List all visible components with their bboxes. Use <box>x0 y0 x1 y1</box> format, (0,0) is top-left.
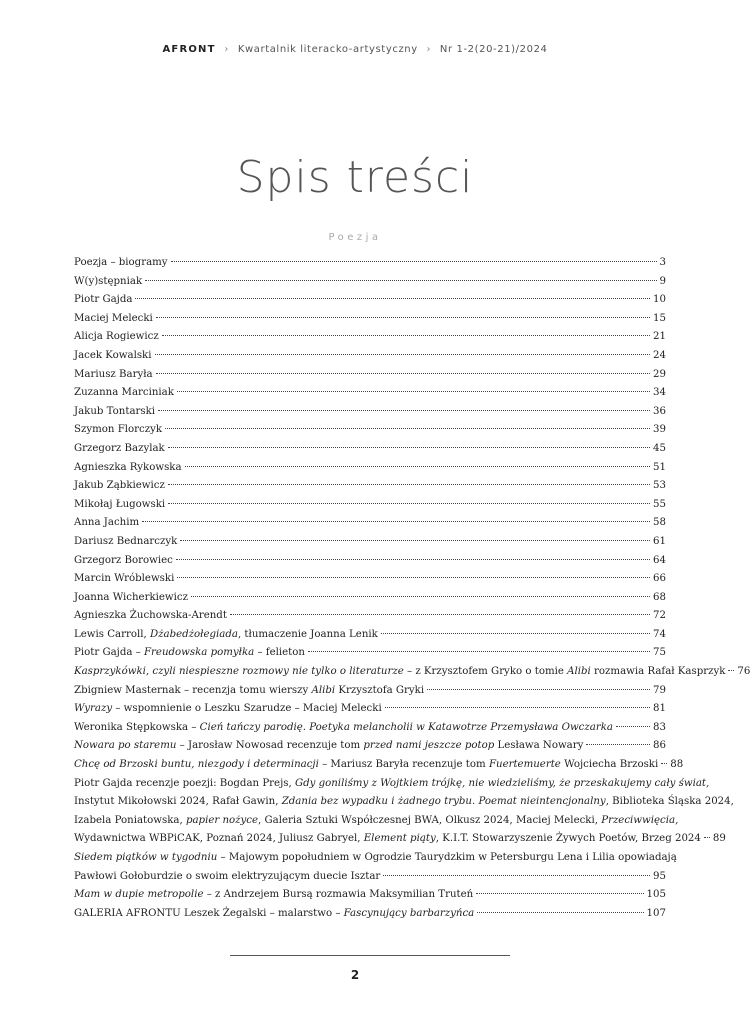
toc-entry-line <box>74 533 666 552</box>
dot-leader <box>158 410 650 411</box>
toc-entry[interactable] <box>74 756 684 775</box>
toc-entry-text-segment: – Majowym popołudniem w Ogrodzie Taurydzkim w Petersburgu Lena i Lilia opowiadają <box>217 852 677 863</box>
toc-page-number: 15 <box>653 312 666 324</box>
toc-entry-text-segment: , Biblioteka Śląska 2024, <box>605 796 734 808</box>
toc-entry-line <box>74 589 666 608</box>
toc-entry-line <box>74 403 666 422</box>
toc-entry-text-segment: Cień tańczy parodię. Poetyka melancholii w Katawotrze Przemysława Owczarka <box>199 721 613 733</box>
toc-entry-text-segment: papier nożyce <box>185 814 259 826</box>
toc-entry-title <box>74 552 173 571</box>
toc-page-number: 51 <box>653 461 666 473</box>
toc-entry-line <box>74 347 666 366</box>
toc-entry-text-segment: Mam w dupie metropolie <box>74 889 204 901</box>
toc-entry-line <box>74 868 666 887</box>
toc-entry-text-segment: Lesława Nowary <box>494 740 584 752</box>
running-header <box>0 44 710 55</box>
dot-leader <box>142 521 650 522</box>
toc-page-number: 76 <box>737 666 750 678</box>
toc-entry-title <box>74 589 188 608</box>
toc-entry-text-segment: Freudowska pomyłka <box>143 647 255 659</box>
toc-entry-title <box>74 737 583 756</box>
toc-entry[interactable] <box>74 459 666 478</box>
toc-entry-text-segment: Nowara po staremu <box>74 740 177 752</box>
toc-page-number: 53 <box>653 480 666 492</box>
table-of-contents <box>74 254 750 923</box>
toc-entry-title <box>74 347 152 366</box>
toc-entry-text-segment: , tłumaczenie Joanna Lenik <box>237 628 378 640</box>
toc-entry-title <box>74 291 132 310</box>
toc-entry-line <box>74 644 666 663</box>
magazine-subtitle: Kwartalnik literacko-artystyczny <box>237 44 418 55</box>
toc-entry-text-segment: – Jarosław Nowosad recenzuje tom <box>176 740 364 752</box>
dot-leader <box>381 633 650 634</box>
dot-leader <box>185 466 650 467</box>
toc-page-number: 24 <box>653 349 666 361</box>
toc-entry[interactable] <box>74 421 666 440</box>
toc-entry-text-segment: GALERIA AFRONTU Leszek Żegalski – malarstwo – <box>74 907 344 919</box>
dot-leader <box>704 837 710 838</box>
toc-entry-line <box>74 737 666 756</box>
toc-entry-title <box>74 421 162 440</box>
toc-entry[interactable] <box>74 849 677 886</box>
toc-entry-text-segment: – z Krzysztofem Gryko o tomie <box>403 666 568 678</box>
toc-entry-text-segment: Przeciwwięcia, <box>601 814 679 826</box>
toc-entry-title <box>74 682 424 701</box>
toc-entry-text-segment: Zbigniew Masternak – recenzja tomu wierszy <box>74 684 312 696</box>
toc-entry-text-segment: Zdania bez wypadku i żadnego trybu. Poemat nieintencjonalny <box>281 796 606 808</box>
toc-entry-text-segment: Alibi <box>311 684 336 696</box>
header-separator-2: › <box>426 44 432 55</box>
dot-leader <box>156 373 650 374</box>
toc-entry-continuation-line <box>74 849 677 868</box>
toc-page-number: 34 <box>653 387 666 399</box>
toc-entry-title <box>74 886 473 905</box>
toc-page-number: 79 <box>653 684 666 696</box>
toc-page-number: 45 <box>653 442 666 454</box>
toc-entry[interactable] <box>74 905 666 924</box>
toc-entry-title <box>74 273 142 292</box>
toc-entry-continuation-line <box>74 793 734 812</box>
toc-entry-text-segment: , Galeria Sztuki Współczesnej BWA, Olkusz 2024, Maciej Melecki, <box>258 814 602 826</box>
toc-entry-text-segment: przed nami jeszcze potop <box>363 740 495 752</box>
toc-entry-text-segment: Zuzanna Marciniak <box>74 387 174 399</box>
issue-number: Nr 1-2(20-21)/2024 <box>439 44 548 55</box>
toc-entry-text-segment: Wojciecha Brzoski <box>560 759 659 771</box>
toc-entry[interactable] <box>74 607 666 626</box>
toc-entry-text-segment: Lewis Carroll, <box>74 628 150 640</box>
toc-entry[interactable] <box>74 403 666 422</box>
toc-entry-text-segment: Grzegorz Borowiec <box>74 554 173 566</box>
dot-leader <box>385 707 650 708</box>
toc-entry-text-segment: Mikołaj Ługowski <box>74 498 166 510</box>
toc-entry-title <box>74 868 380 887</box>
dot-leader <box>191 596 650 597</box>
toc-entry-title <box>74 496 165 515</box>
toc-entry-line <box>74 310 666 329</box>
toc-entry-title <box>74 626 378 645</box>
toc-entry-title <box>74 533 177 552</box>
dot-leader <box>180 540 650 541</box>
toc-entry-text-segment: Piotr Gajda – <box>74 647 144 659</box>
toc-page-number: 88 <box>670 759 684 771</box>
toc-page-number: 74 <box>653 628 666 640</box>
toc-entry-title <box>74 830 701 849</box>
toc-page-number: 105 <box>646 889 666 901</box>
toc-entry[interactable] <box>74 663 750 682</box>
dot-leader <box>308 651 650 652</box>
dot-leader <box>177 577 650 578</box>
toc-entry-title <box>74 403 155 422</box>
toc-entry-text-segment: Poezja – biogramy <box>74 257 168 268</box>
toc-entry[interactable] <box>74 366 666 385</box>
toc-entry[interactable] <box>74 273 666 292</box>
dot-leader <box>155 354 651 355</box>
toc-entry-text-segment: Wydawnictwa WBPiCAK, Poznań 2024, Juliusz Gabryel, <box>74 833 364 845</box>
toc-page-number: 83 <box>653 721 666 733</box>
toc-page-number: 39 <box>653 424 666 436</box>
toc-entry-title <box>74 440 165 459</box>
toc-entry-line <box>74 552 666 571</box>
toc-entry-line <box>74 496 666 515</box>
toc-entry-text-segment: Szymon Florczyk <box>74 424 163 436</box>
toc-entry[interactable] <box>74 533 666 552</box>
toc-entry[interactable] <box>74 552 666 571</box>
toc-entry-text-segment: – felieton <box>254 647 305 659</box>
dot-leader <box>177 391 650 392</box>
toc-entry-line <box>74 719 666 738</box>
toc-entry-title <box>74 310 153 329</box>
dot-leader <box>616 726 650 727</box>
dot-leader <box>156 317 650 318</box>
dot-leader <box>168 484 650 485</box>
toc-entry-text-segment: Siedem piątków w tygodniu <box>74 852 218 863</box>
toc-entry-text-segment: Jacek Kowalski <box>74 349 152 361</box>
toc-entry-text-segment: Alicja Rogiewicz <box>74 331 159 343</box>
dot-leader <box>476 893 643 894</box>
toc-page-number: 21 <box>653 331 666 343</box>
toc-entry-line <box>74 663 750 682</box>
toc-entry[interactable] <box>74 496 666 515</box>
toc-entry[interactable] <box>74 254 666 273</box>
toc-entry-line <box>74 756 684 775</box>
toc-entry-line <box>74 700 666 719</box>
toc-entry-title <box>74 384 174 403</box>
toc-entry[interactable] <box>74 775 734 849</box>
toc-entry-title <box>74 328 159 347</box>
toc-entry-line <box>74 886 666 905</box>
toc-entry-line <box>74 328 666 347</box>
dot-leader <box>477 912 643 913</box>
toc-entry-text-segment: Weronika Stępkowska – <box>74 721 200 733</box>
toc-entry-line <box>74 366 666 385</box>
toc-entry-text-segment: Element piąty <box>363 833 436 845</box>
toc-page-number: 86 <box>653 740 666 752</box>
toc-entry-line <box>74 254 666 273</box>
toc-entry-text-segment: Krzysztofa Gryki <box>335 684 425 696</box>
toc-entry-text-segment: Marcin Wróblewski <box>74 573 175 585</box>
toc-page-number: 9 <box>659 275 666 287</box>
toc-page-number: 89 <box>712 833 726 845</box>
toc-entry-title <box>74 514 139 533</box>
toc-entry-text-segment: – z Andrzejem Bursą rozmawia Maksymilian Truteń <box>203 889 474 901</box>
toc-entry-line <box>74 459 666 478</box>
toc-entry-text-segment: , K.I.T. Stowarzyszenie Żywych Poetów, Brzeg 2024 <box>435 833 701 845</box>
page-number: 2 <box>350 968 360 982</box>
toc-page-number: 61 <box>653 535 666 547</box>
toc-entry[interactable] <box>74 737 666 756</box>
toc-entry-title <box>74 459 182 478</box>
toc-entry-line <box>74 830 726 849</box>
toc-entry[interactable] <box>74 626 666 645</box>
toc-entry-line <box>74 626 666 645</box>
toc-page-number: 66 <box>653 573 666 585</box>
toc-entry-title <box>74 719 613 738</box>
toc-entry-text-segment: Agnieszka Żuchowska-Arendt <box>74 610 227 622</box>
toc-entry[interactable] <box>74 719 666 738</box>
toc-entry-text-segment: Piotr Gajda recenzje poezji: Bogdan Prejs, <box>74 777 295 789</box>
toc-entry-text-segment: Fuertemuerte <box>488 759 561 771</box>
toc-entry-text-segment: Izabela Poniatowska, <box>74 814 186 826</box>
toc-entry-text-segment: Agnieszka Rykowska <box>74 461 182 473</box>
toc-entry-line <box>74 421 666 440</box>
toc-entry-line <box>74 607 666 626</box>
toc-entry-title <box>74 570 174 589</box>
toc-entry-title <box>74 644 305 663</box>
magazine-brand: AFRONT <box>162 44 216 55</box>
toc-entry[interactable] <box>74 570 666 589</box>
dot-leader <box>145 280 656 281</box>
toc-entry-text-segment: Kasprzykówki, czyli niespieszne rozmowy nie tylko o literaturze <box>74 666 404 678</box>
toc-entry-title <box>74 700 382 719</box>
dot-leader <box>427 689 650 690</box>
dot-leader <box>383 875 650 876</box>
toc-entry-continuation-line <box>74 812 679 831</box>
toc-page-number: 10 <box>653 294 666 306</box>
toc-entry-text-segment: Jakub Ząbkiewicz <box>74 480 165 492</box>
toc-entry-text-segment: Piotr Gajda <box>74 294 133 306</box>
toc-entry[interactable] <box>74 310 666 329</box>
toc-page-number: 64 <box>653 554 666 566</box>
dot-leader <box>176 559 650 560</box>
footer-divider <box>230 955 510 956</box>
toc-entry-text-segment: Instytut Mikołowski 2024, Rafał Gawin, <box>74 796 282 808</box>
toc-entry[interactable] <box>74 477 666 496</box>
dot-leader <box>168 503 650 504</box>
toc-page-number: 29 <box>653 368 666 380</box>
toc-entry-line <box>74 477 666 496</box>
dot-leader <box>586 744 650 745</box>
toc-entry-text-segment: Joanna Wicherkiewicz <box>74 591 188 603</box>
toc-entry-line <box>74 273 666 292</box>
toc-entry-text-segment: – Mariusz Baryła recenzuje tom <box>318 759 489 771</box>
dot-leader <box>162 335 650 336</box>
toc-page-number: 3 <box>659 257 666 268</box>
toc-entry-text-segment: Fascynujący barbarzyńca <box>343 907 475 919</box>
toc-entry[interactable] <box>74 589 666 608</box>
toc-entry[interactable] <box>74 514 666 533</box>
toc-page-number: 72 <box>653 610 666 622</box>
toc-entry-text-segment: rozmawia Rafał Kasprzyk <box>590 666 726 678</box>
toc-entry-text-segment: – wspomnienie o Leszku Szarudze – Maciej Melecki <box>112 703 382 715</box>
toc-entry-text-segment: Wyrazy <box>74 703 113 715</box>
dot-leader <box>661 763 667 764</box>
toc-entry[interactable] <box>74 328 666 347</box>
toc-entry-text-segment: Jakub Tontarski <box>74 405 156 417</box>
toc-page-number: 68 <box>653 591 666 603</box>
toc-entry[interactable] <box>74 291 666 310</box>
toc-entry-line <box>74 905 666 924</box>
header-separator-1: › <box>224 44 230 55</box>
toc-entry-text-segment: Mariusz Baryła <box>74 368 153 380</box>
toc-entry[interactable] <box>74 886 666 905</box>
toc-entry-text-segment: Dżabedżołegiada <box>149 628 238 640</box>
toc-entry-line <box>74 384 666 403</box>
section-heading: Poezja <box>328 232 382 243</box>
toc-entry-line <box>74 570 666 589</box>
toc-page-number: 107 <box>646 907 666 919</box>
toc-entry[interactable] <box>74 700 666 719</box>
toc-entry-title <box>74 477 165 496</box>
toc-entry-line <box>74 291 666 310</box>
page-title: Spis treści <box>236 152 474 203</box>
toc-entry-title <box>74 905 474 924</box>
toc-entry[interactable] <box>74 682 666 701</box>
toc-entry-title <box>74 254 168 273</box>
toc-entry-text-segment: Gdy goniliśmy z Wojtkiem trójkę, nie wiedzieliśmy, że przeskakujemy cały świat, <box>294 777 710 789</box>
dot-leader <box>168 447 650 448</box>
dot-leader <box>165 428 650 429</box>
toc-page-number: 36 <box>653 405 666 417</box>
toc-entry-text-segment: Chcę od Brzoski buntu, niezgody i determinacji <box>74 759 319 771</box>
toc-entry-continuation-line <box>74 775 710 794</box>
toc-entry-title <box>74 366 153 385</box>
toc-entry-text-segment: Alibi <box>567 666 591 678</box>
dot-leader <box>728 670 734 671</box>
toc-entry-line <box>74 514 666 533</box>
toc-entry-text-segment: Pawłowi Gołoburdzie o swoim elektryzującym duecie Isztar <box>74 870 381 882</box>
toc-page-number: 95 <box>653 870 666 882</box>
toc-page-number: 55 <box>653 498 666 510</box>
toc-entry-text-segment: Maciej Melecki <box>74 312 153 324</box>
toc-page-number: 75 <box>653 647 666 659</box>
toc-entry[interactable] <box>74 384 666 403</box>
toc-entry[interactable] <box>74 347 666 366</box>
toc-page-number: 58 <box>653 517 666 529</box>
toc-entry[interactable] <box>74 644 666 663</box>
toc-entry-title <box>74 756 658 775</box>
dot-leader <box>135 298 650 299</box>
toc-entry-text-segment: W(y)stępniak <box>74 275 143 287</box>
toc-entry[interactable] <box>74 440 666 459</box>
toc-entry-title <box>74 663 725 682</box>
dot-leader <box>171 261 657 262</box>
toc-entry-text-segment: Grzegorz Bazylak <box>74 442 165 454</box>
dot-leader <box>230 614 650 615</box>
toc-entry-text-segment: Dariusz Bednarczyk <box>74 535 178 547</box>
toc-entry-title <box>74 607 227 626</box>
toc-entry-line <box>74 682 666 701</box>
toc-entry-text-segment: Anna Jachim <box>74 517 140 529</box>
toc-entry-line <box>74 440 666 459</box>
toc-page-number: 81 <box>653 703 666 715</box>
